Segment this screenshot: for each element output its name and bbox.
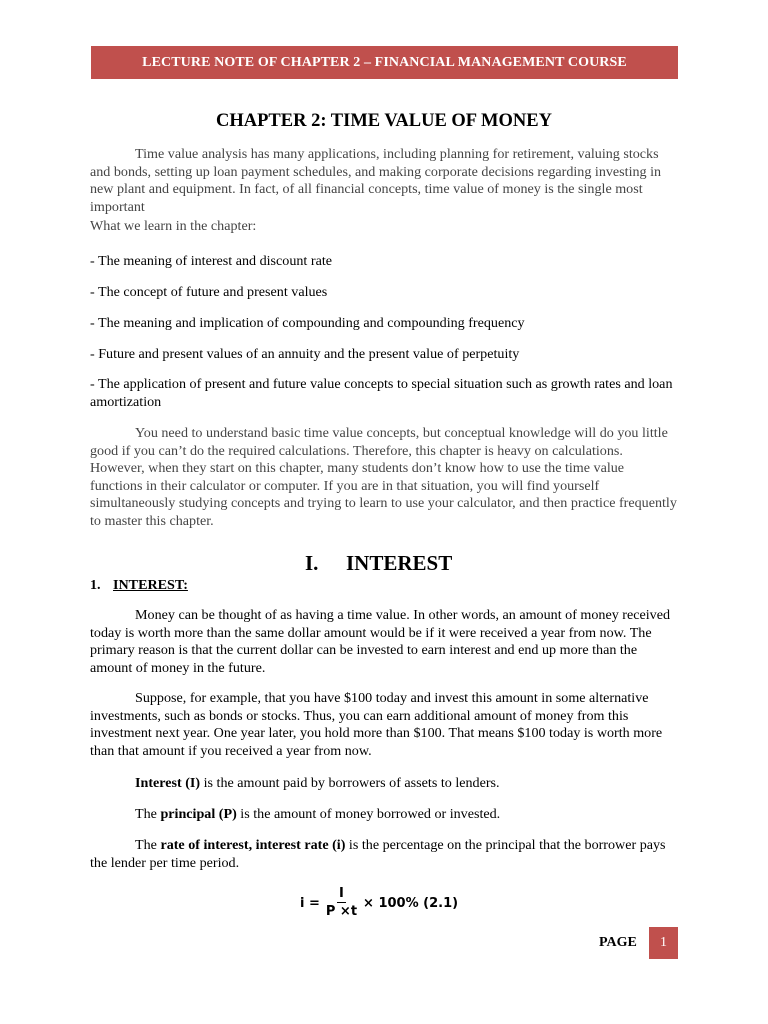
- body-paragraph-2: Suppose, for example, that you have $100 today and invest this amount in some alternative investments, such as bonds or stocks. Thus, you can earn additional amount of money from this investment next year. One year later, you hold more than $100. That means $100 today is worth more than that amount if you received a year from now.: [90, 690, 663, 759]
- section-heading: [305, 551, 452, 576]
- page-label: PAGE: [599, 935, 637, 950]
- objective-item: - The application of present and future value concepts to special situation such as growth rates and loan amortization: [90, 376, 673, 410]
- definition-interest-rate: The rate of interest, interest rate (i) is the percentage on the principal that the borrower pays the lender per time period.: [90, 837, 666, 871]
- page-number: 1: [660, 935, 667, 950]
- definition-principal: The principal (P) is the amount of money borrowed or invested.: [135, 806, 501, 822]
- intro-paragraph: Time value analysis has many applications, including planning for retirement, valuing stocks and bonds, setting up loan payment schedules, and making corporate decisions regarding investing in new plant and equipment. In fact, of all financial concepts, time value of money is the single most important: [90, 146, 662, 215]
- learn-label: What we learn in the chapter:: [90, 218, 257, 234]
- formula-denominator: P ×t: [325, 904, 358, 919]
- header-banner: [91, 46, 678, 79]
- interest-rate-formula: [300, 885, 458, 921]
- formula-fraction: [326, 886, 357, 920]
- formula-rhs: × 100% (2.1): [363, 895, 459, 911]
- chapter-title: CHAPTER 2: TIME VALUE OF MONEY: [216, 111, 552, 131]
- objective-item: - The meaning of interest and discount rate: [90, 253, 332, 269]
- term-interest: Interest (I): [135, 775, 201, 791]
- section-number: I.: [305, 551, 319, 575]
- definition-interest: Interest (I) is the amount paid by borrowers of assets to lenders.: [135, 775, 500, 791]
- page-number-badge: [649, 927, 678, 959]
- objective-item: - The concept of future and present values: [90, 284, 328, 300]
- section-title: INTEREST: [346, 551, 453, 575]
- body-paragraph-1: Money can be thought of as having a time value. In other words, an amount of money received today is worth more than the same dollar amount would be if it were received a year from now. The primary reason is that the current dollar can be invested to earn interest and end up more than the amount of money in the future.: [90, 607, 671, 676]
- objective-item: - The meaning and implication of compounding and compounding frequency: [90, 315, 525, 331]
- term-interest-rate: rate of interest, interest rate (i): [160, 837, 346, 853]
- term-principal: principal (P): [160, 806, 237, 822]
- header-title: LECTURE NOTE OF CHAPTER 2 – FINANCIAL MANAGEMENT COURSE: [142, 54, 627, 70]
- objective-item: - Future and present values of an annuity and the present value of perpetuity: [90, 346, 520, 362]
- formula-numerator: I: [339, 886, 344, 901]
- calc-paragraph: You need to understand basic time value concepts, but conceptual knowledge will do you little good if you can’t do the required calculations. Therefore, this chapter is heavy on calculations. However, when they start on this chapter, many students don’t know how to use the time value functions in their calculator or computer. If you are in that situation, you will find yourself simultaneously studying concepts and trying to learn to use your calculator, and then practice frequently to master this chapter.: [90, 425, 677, 529]
- subsection-title: INTEREST:: [113, 577, 188, 593]
- formula-lhs: i =: [300, 895, 320, 911]
- subsection-heading: [90, 577, 188, 594]
- subsection-number: 1.: [90, 577, 101, 593]
